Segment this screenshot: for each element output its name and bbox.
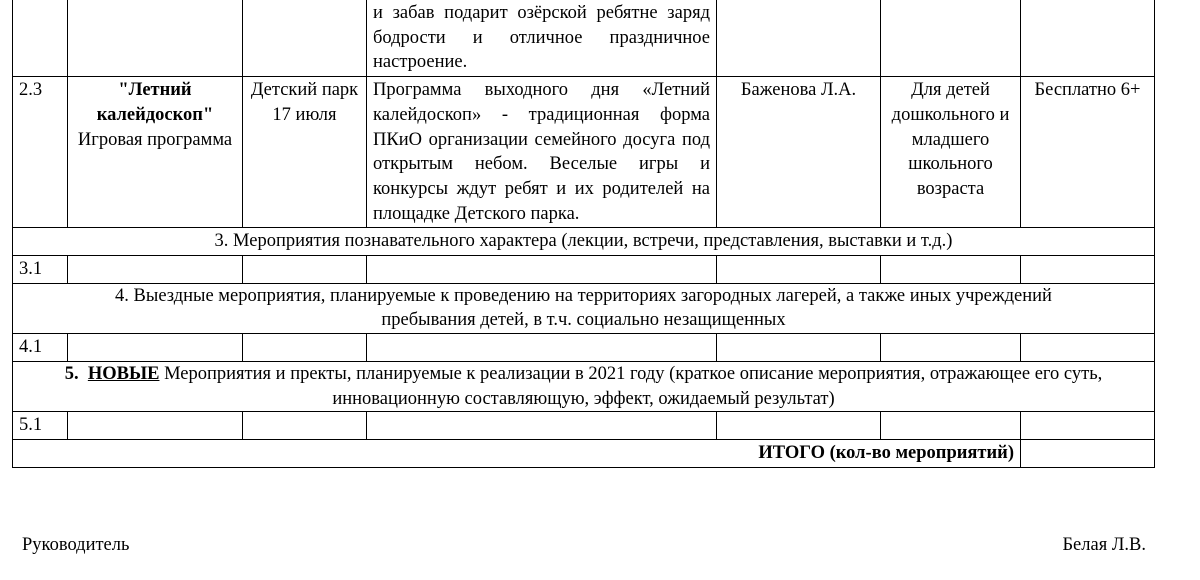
cell-name [68,77,243,228]
cell-place-date [243,334,367,362]
cell-description [367,334,717,362]
cell-cost [1021,412,1155,440]
table-row-5-1 [13,412,1155,440]
table-row-2-3 [13,77,1155,228]
signature-role: Руководитель [22,535,130,555]
cell-place-date [243,412,367,440]
table-row-3-1 [13,256,1155,284]
cell-responsible [717,334,881,362]
cell-responsible: Баженова Л.А. [717,77,881,228]
cell-audience [881,334,1021,362]
cell-audience [881,256,1021,284]
cell-place-date [243,256,367,284]
cell-num: 4.1 [13,334,68,362]
section-header-5 [13,361,1155,411]
cell-name [68,412,243,440]
cell-responsible [717,412,881,440]
event-type: Игровая программа [77,129,233,150]
events-plan-table [12,0,1155,468]
cell-audience [881,0,1021,77]
total-value [1021,439,1155,467]
cell-num: 3.1 [13,256,68,284]
cell-description: Программа выходного дня «Летний калейдоскоп» - традиционная форма ПКиО организации семейного досуга под открытым небом. Веселые игры и конкурсы ждут ребят и их родителей на площадке Детского парка. [367,77,717,228]
event-title: "Летний калейдоскоп" [96,80,214,125]
cell-cost: Бесплатно 6+ [1021,77,1155,228]
cell-responsible [717,256,881,284]
section-number: 5. [64,363,79,384]
cell-description: и забав подарит озёрской ребятне заряд бодрости и отличное праздничное настроение. [367,0,717,77]
section-title: 3. Мероприятия познавательного характера (лекции, встречи, представления, выставки и т.д.) [13,228,1155,256]
cell-description [367,412,717,440]
cell-name [68,0,243,77]
cell-cost [1021,334,1155,362]
cell-num: 5.1 [13,412,68,440]
new-label: НОВЫЕ [87,363,160,384]
cell-audience: Для детей дошкольного и младшего школьного возраста [881,77,1021,228]
section-title-text: Мероприятия и пректы, планируемые к реализации в 2021 году (краткое описание мероприятия, отражающее его суть, инновационную составляющую, эффект, ожидаемый результат) [164,363,1103,409]
cell-num: 2.3 [13,77,68,228]
table-row-continued [13,0,1155,77]
cell-name [68,256,243,284]
cell-cost [1021,0,1155,77]
cell-place-date [243,0,367,77]
cell-name [68,334,243,362]
section-title [13,361,1155,411]
section-header-3 [13,228,1155,256]
cell-responsible [717,0,881,77]
total-label: ИТОГО (кол-во мероприятий) [13,439,1021,467]
section-header-4 [13,283,1155,333]
section-title: 4. Выездные мероприятия, планируемые к проведению на территориях загородных лагерей, а также иных учреждений пребывания детей, в т.ч. социально незащищенных [13,283,1155,333]
cell-place-date: Детский парк 17 июля [243,77,367,228]
cell-cost [1021,256,1155,284]
signature-name: Белая Л.В. [1062,535,1146,555]
table-row-4-1 [13,334,1155,362]
cell-description [367,256,717,284]
cell-audience [881,412,1021,440]
total-row [13,439,1155,467]
cell-num [13,0,68,77]
